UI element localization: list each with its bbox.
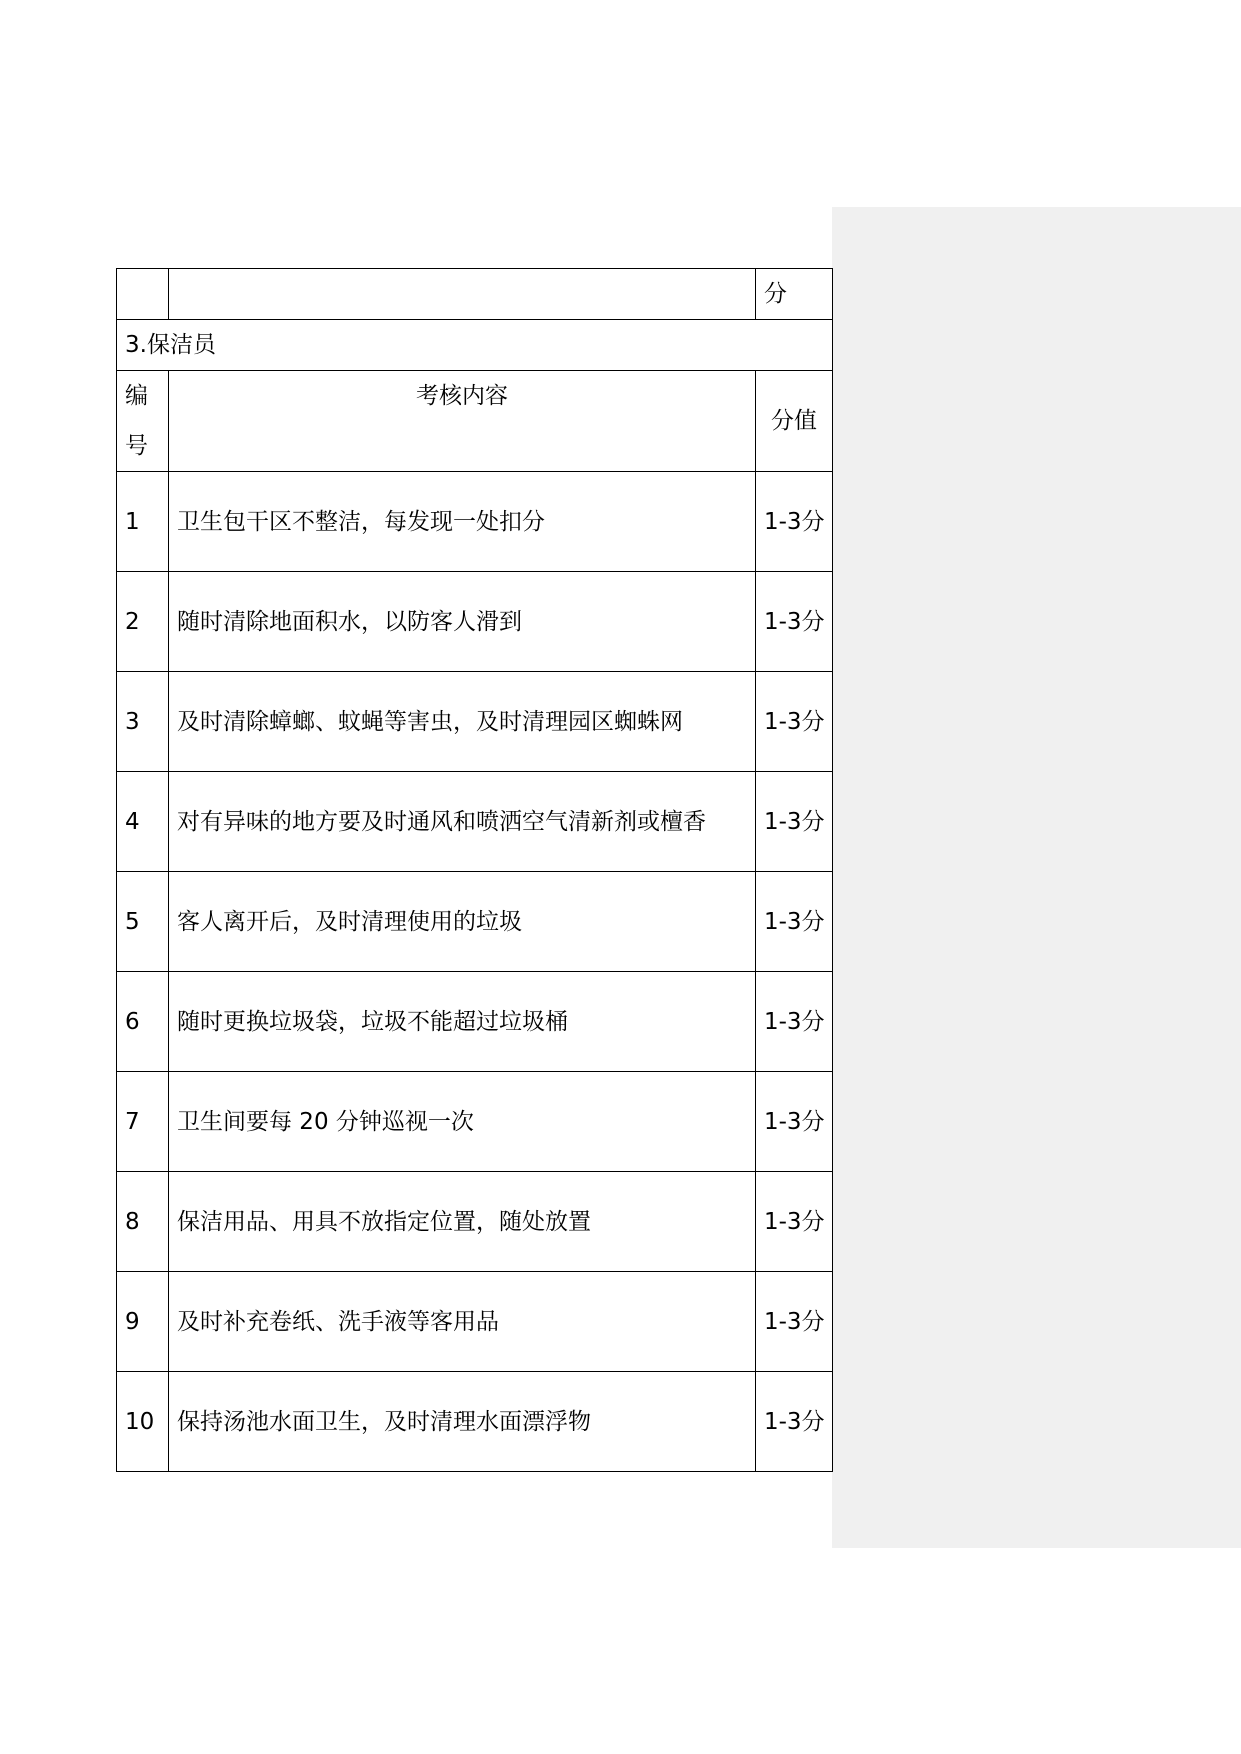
row-score: 1-3分: [756, 1172, 833, 1272]
comment-margin-pane: [832, 207, 1241, 1548]
header-number: 编号: [117, 371, 169, 472]
row-number: 3: [117, 672, 169, 772]
row-number: 1: [117, 472, 169, 572]
header-row: [117, 371, 833, 472]
table-row: [117, 472, 833, 572]
table-row-continued: [117, 269, 833, 320]
row-content: 对有异味的地方要及时通风和喷洒空气清新剂或檀香: [169, 772, 756, 872]
row-content: 卫生间要每 20 分钟巡视一次: [169, 1072, 756, 1172]
row-content: 保洁用品、用具不放指定位置，随处放置: [169, 1172, 756, 1272]
assessment-table: [116, 268, 833, 1472]
row-score: 1-3分: [756, 972, 833, 1072]
row-content: 及时补充卷纸、洗手液等客用品: [169, 1272, 756, 1372]
table-row: [117, 1072, 833, 1172]
row-score: 1-3分: [756, 572, 833, 672]
table-row: [117, 1272, 833, 1372]
section-title: 3.保洁员: [117, 320, 833, 371]
table-row: [117, 1372, 833, 1472]
table-row: [117, 1172, 833, 1272]
row-content: 保持汤池水面卫生，及时清理水面漂浮物: [169, 1372, 756, 1472]
row-score: 1-3分: [756, 772, 833, 872]
row-number: 9: [117, 1272, 169, 1372]
row-score: 1-3分: [756, 872, 833, 972]
table-row: [117, 572, 833, 672]
table-row: [117, 672, 833, 772]
row-content: 卫生包干区不整洁，每发现一处扣分: [169, 472, 756, 572]
row-score: 1-3分: [756, 472, 833, 572]
row-number: 7: [117, 1072, 169, 1172]
table-row: [117, 872, 833, 972]
section-row: [117, 320, 833, 371]
row-score: 1-3分: [756, 1372, 833, 1472]
row-score: 1-3分: [756, 1272, 833, 1372]
row-number: 10: [117, 1372, 169, 1472]
row-content: 及时清除蟑螂、蚊蝇等害虫，及时清理园区蜘蛛网: [169, 672, 756, 772]
row-score: 1-3分: [756, 1072, 833, 1172]
content-cell: [169, 269, 756, 320]
row-content: 随时清除地面积水，以防客人滑到: [169, 572, 756, 672]
table-row: [117, 772, 833, 872]
row-content: 随时更换垃圾袋，垃圾不能超过垃圾桶: [169, 972, 756, 1072]
row-number: 4: [117, 772, 169, 872]
header-score: 分值: [756, 371, 833, 472]
row-number: 6: [117, 972, 169, 1072]
row-score: 1-3分: [756, 672, 833, 772]
table-row: [117, 972, 833, 1072]
row-number: 5: [117, 872, 169, 972]
header-content: 考核内容: [169, 371, 756, 472]
row-number: 2: [117, 572, 169, 672]
number-cell: [117, 269, 169, 320]
row-content: 客人离开后，及时清理使用的垃圾: [169, 872, 756, 972]
score-cell: 分: [756, 269, 833, 320]
row-number: 8: [117, 1172, 169, 1272]
